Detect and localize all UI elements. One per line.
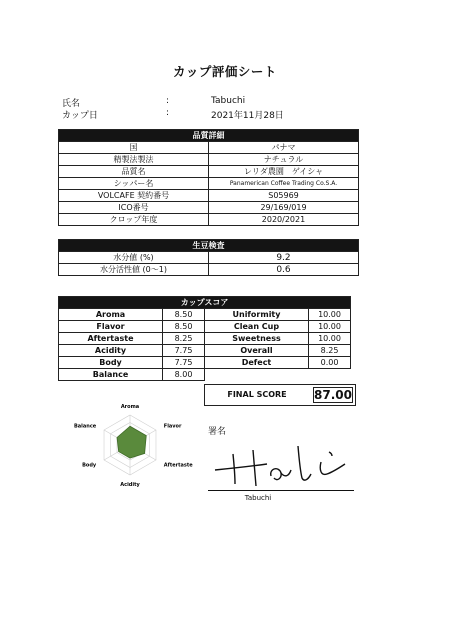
score-label: Aftertaste <box>59 333 163 345</box>
table-row <box>59 202 359 214</box>
row-value: ナチュラル <box>209 154 359 166</box>
row-value: 29/169/019 <box>209 202 359 214</box>
table-row <box>59 142 359 154</box>
score-value: 10.00 <box>309 333 351 345</box>
row-value: 2020/2021 <box>209 214 359 226</box>
table-row <box>59 166 359 178</box>
score-value: 7.75 <box>163 345 205 357</box>
table-row <box>59 357 351 369</box>
score-label: Flavor <box>59 321 163 333</box>
signature-label: 署名 <box>208 427 227 437</box>
score-label: Balance <box>59 369 163 381</box>
cup-radar-chart <box>62 396 202 496</box>
row-label: ICO番号 <box>59 202 209 214</box>
info-row-date <box>0 108 450 120</box>
info-label: カップ日 <box>62 111 98 121</box>
signer-name: Tabuchi <box>244 494 272 502</box>
cup-header: カップスコア <box>59 297 351 309</box>
table-row <box>59 321 351 333</box>
row-label: 品質名 <box>59 166 209 178</box>
score-value: 8.00 <box>163 369 205 381</box>
score-label: Clean Cup <box>205 321 309 333</box>
row-label: クロップ年度 <box>59 214 209 226</box>
info-value: 2021年11月28日 <box>211 111 284 121</box>
score-value: 8.50 <box>163 309 205 321</box>
empty-cell <box>205 369 309 381</box>
radar-axis-label: Flavor <box>163 423 182 430</box>
score-label: Uniformity <box>205 309 309 321</box>
table-row <box>59 154 359 166</box>
info-separator: : <box>166 108 170 118</box>
row-label: 水分活性値 (0～1) <box>59 264 209 276</box>
table-row <box>59 264 359 276</box>
table-row <box>59 178 359 190</box>
row-label: VOLCAFE 契約番号 <box>59 190 209 202</box>
score-value: 10.00 <box>309 321 351 333</box>
green-header: 生豆検査 <box>59 240 359 252</box>
empty-cell <box>309 369 351 381</box>
score-value: 8.50 <box>163 321 205 333</box>
score-value: 0.00 <box>309 357 351 369</box>
info-row-name <box>0 96 450 108</box>
final-score-label: FINAL SCORE <box>227 390 287 399</box>
final-score-box <box>204 384 356 406</box>
radar-axis-label: Body <box>82 462 97 469</box>
score-value: 8.25 <box>309 345 351 357</box>
info-value: Tabuchi <box>211 96 246 106</box>
row-label: 精製法製法 <box>59 154 209 166</box>
radar-axis-label: Acidity <box>120 482 140 488</box>
table-row <box>59 190 359 202</box>
score-label: Body <box>59 357 163 369</box>
table-row <box>59 369 351 381</box>
green-bean-table <box>58 239 359 276</box>
info-label: 氏名 <box>62 99 81 109</box>
row-value: レリダ農園 ゲイシャ <box>209 166 359 178</box>
page-title: カップ評価シート <box>173 64 277 79</box>
score-label: Sweetness <box>205 333 309 345</box>
row-value: 0.6 <box>209 264 359 276</box>
table-row <box>59 252 359 264</box>
score-label: Aroma <box>59 309 163 321</box>
radar-series-area <box>117 426 146 458</box>
row-label: 水分値 (%) <box>59 252 209 264</box>
quality-header: 品質詳細 <box>59 130 359 142</box>
cup-score-table <box>58 296 351 381</box>
row-value: S05969 <box>209 190 359 202</box>
radar-axis-label: Aroma <box>120 404 140 410</box>
score-label: Acidity <box>59 345 163 357</box>
row-value: 9.2 <box>209 252 359 264</box>
row-value: Panamerican Coffee Trading Co.S.A. <box>209 178 359 190</box>
score-label: Defect <box>205 357 309 369</box>
table-row <box>59 345 351 357</box>
score-value: 10.00 <box>309 309 351 321</box>
row-value: パナマ <box>209 142 359 154</box>
score-value: 7.75 <box>163 357 205 369</box>
handwritten-signature <box>205 440 355 492</box>
row-label: シッパー名 <box>59 178 209 190</box>
row-label: 国 <box>59 142 209 154</box>
table-row <box>59 333 351 345</box>
final-score-value: 87.00 <box>314 388 352 402</box>
radar-axis-label: Aftertaste <box>163 462 193 469</box>
score-label: Overall <box>205 345 309 357</box>
quality-table <box>58 129 359 226</box>
signature-line <box>208 490 354 491</box>
table-row <box>59 214 359 226</box>
table-row <box>59 309 351 321</box>
score-value: 8.25 <box>163 333 205 345</box>
radar-axis-label: Balance <box>74 423 97 430</box>
info-separator: : <box>166 96 170 106</box>
